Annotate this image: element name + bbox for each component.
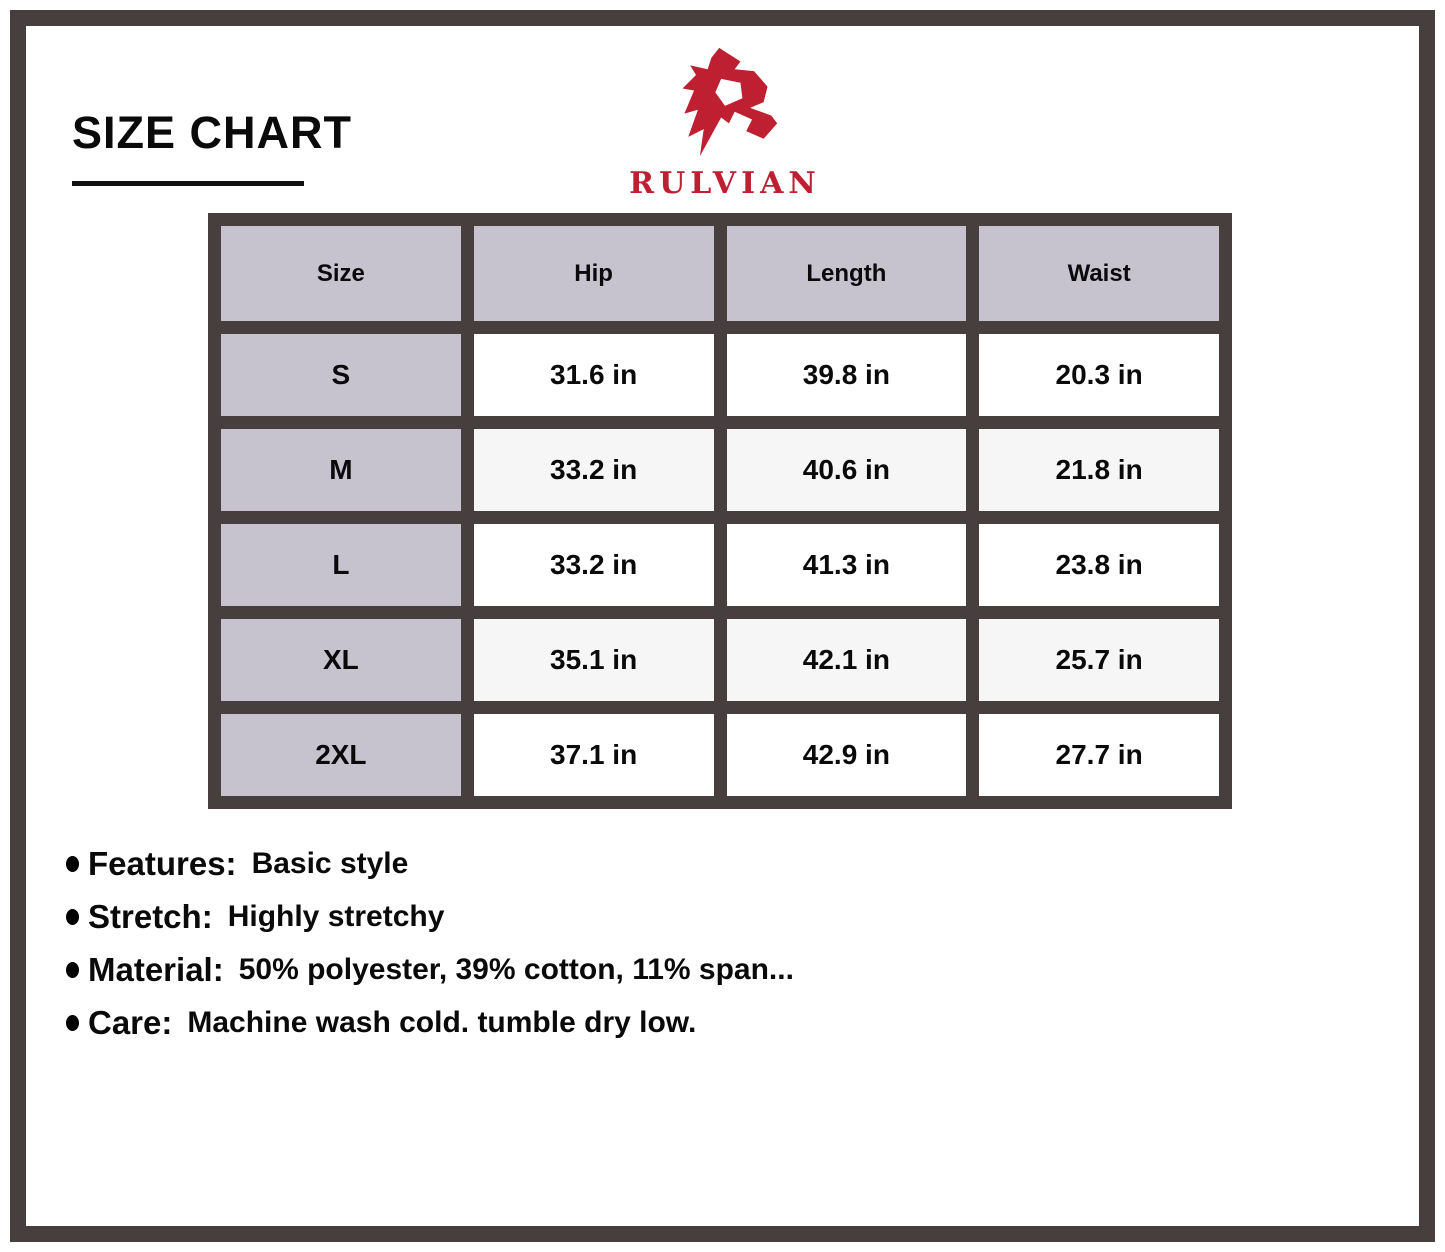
detail-value: Basic style xyxy=(251,847,409,880)
table-cell-value: 39.8 in xyxy=(727,334,967,416)
table-cell-size: XL xyxy=(221,619,461,701)
brand-r-emblem-icon xyxy=(665,46,785,162)
page-title-block xyxy=(72,108,352,158)
detail-value: Highly stretchy xyxy=(227,900,445,933)
detail-value: 50% polyester, 39% cotton, 11% span... xyxy=(238,953,794,986)
table-cell-value: 27.7 in xyxy=(979,714,1219,796)
table-cell-value: 33.2 in xyxy=(474,524,714,606)
brand-name: RULVIAN xyxy=(629,166,821,201)
table-header-size: Size xyxy=(221,226,461,321)
table-cell-value: 25.7 in xyxy=(979,619,1219,701)
table-cell-value: 42.1 in xyxy=(727,619,967,701)
table-cell-value: 21.8 in xyxy=(979,429,1219,511)
bullet-icon xyxy=(66,909,79,925)
table-cell-value: 33.2 in xyxy=(474,429,714,511)
table-cell-size: S xyxy=(221,334,461,416)
size-table xyxy=(208,213,1232,809)
bullet-icon xyxy=(66,1015,79,1031)
table-cell-value: 20.3 in xyxy=(979,334,1219,416)
table-cell-value: 31.6 in xyxy=(474,334,714,416)
detail-item-stretch xyxy=(66,898,1166,936)
table-cell-value: 42.9 in xyxy=(727,714,967,796)
product-details-list xyxy=(66,845,1166,1057)
detail-item-features xyxy=(66,845,1166,883)
table-header-length: Length xyxy=(727,226,967,321)
table-cell-size: 2XL xyxy=(221,714,461,796)
detail-label: Material: xyxy=(88,951,224,988)
table-cell-size: M xyxy=(221,429,461,511)
table-header-waist: Waist xyxy=(979,226,1219,321)
table-cell-value: 40.6 in xyxy=(727,429,967,511)
table-cell-value: 41.3 in xyxy=(727,524,967,606)
detail-item-material xyxy=(66,951,1166,989)
table-cell-value: 37.1 in xyxy=(474,714,714,796)
brand-logo xyxy=(597,46,853,201)
detail-label: Features: xyxy=(88,845,237,882)
bullet-icon xyxy=(66,856,79,872)
table-cell-value: 35.1 in xyxy=(474,619,714,701)
title-underline xyxy=(72,181,304,186)
table-cell-size: L xyxy=(221,524,461,606)
page-title: SIZE CHART xyxy=(72,107,352,158)
detail-item-care xyxy=(66,1004,1166,1042)
detail-value: Machine wash cold. tumble dry low. xyxy=(187,1006,697,1039)
table-header-hip: Hip xyxy=(474,226,714,321)
detail-label: Stretch: xyxy=(88,898,213,935)
bullet-icon xyxy=(66,962,79,978)
table-cell-value: 23.8 in xyxy=(979,524,1219,606)
detail-label: Care: xyxy=(88,1004,173,1041)
